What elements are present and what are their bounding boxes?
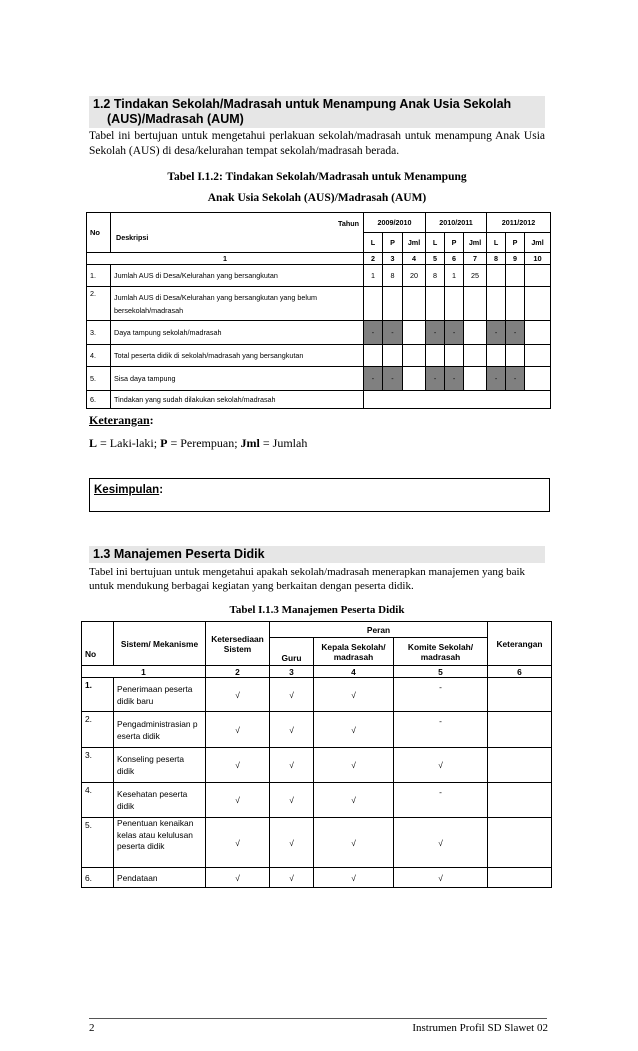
cell-komite: √ bbox=[394, 868, 488, 888]
kesimpulan-heading bbox=[90, 479, 549, 496]
cell: - bbox=[426, 321, 445, 345]
row-no: 1. bbox=[82, 678, 114, 712]
cell-ketersediaan: √ bbox=[206, 712, 270, 748]
cell bbox=[506, 287, 525, 321]
row-desc: Jumlah AUS di Desa/Kelurahan yang bersangkutan bbox=[111, 265, 364, 287]
cell bbox=[426, 345, 445, 367]
header-sub: P bbox=[445, 233, 464, 253]
cell-ketersediaan: √ bbox=[206, 748, 270, 783]
header-kepala: Kepala Sekolah/ madrasah bbox=[314, 638, 394, 666]
cell: 8 bbox=[383, 265, 403, 287]
page-number: 2 bbox=[89, 1022, 95, 1034]
colnum: 1 bbox=[82, 666, 206, 678]
cell bbox=[364, 345, 383, 367]
colnum: 6 bbox=[445, 253, 464, 265]
row-mekanisme: Pengadministrasian peserta didik bbox=[114, 712, 206, 748]
cell: 8 bbox=[426, 265, 445, 287]
colnum: 3 bbox=[383, 253, 403, 265]
header-sistem: Sistem/ Mekanisme bbox=[114, 622, 206, 666]
cell bbox=[426, 287, 445, 321]
cell bbox=[364, 287, 383, 321]
legend-l: L bbox=[89, 436, 98, 450]
footer-divider bbox=[89, 1018, 547, 1019]
section-1-3-paragraph: Tabel ini bertujuan untuk mengetahui apakah sekolah/madrasah menerapkan manajemen yang baik untuk mendukung berbagai kegiatan yang berkaitan dengan peserta didik. bbox=[89, 566, 526, 592]
cell bbox=[403, 345, 426, 367]
table-1-2-caption-line2: Anak Usia Sekolah (AUS)/Madrasah (AUM) bbox=[207, 192, 427, 204]
header-sub: P bbox=[383, 233, 403, 253]
cell-guru: √ bbox=[270, 712, 314, 748]
row-no: 3. bbox=[82, 748, 114, 783]
table-row bbox=[87, 321, 551, 345]
cell bbox=[445, 345, 464, 367]
cell-keterangan bbox=[488, 818, 552, 868]
cell: 25 bbox=[464, 265, 487, 287]
cell-komite: - bbox=[394, 678, 488, 712]
cell-keterangan bbox=[488, 678, 552, 712]
cell-kepala: √ bbox=[314, 678, 394, 712]
row-mekanisme: Pendataan bbox=[114, 868, 206, 888]
header-year: 2009/2010 bbox=[364, 213, 426, 233]
cell: - bbox=[383, 367, 403, 391]
row-mekanisme: Penerimaan peserta didik baru bbox=[114, 678, 206, 712]
cell-kepala: √ bbox=[314, 712, 394, 748]
cell-komite: - bbox=[394, 783, 488, 818]
header-no: No bbox=[87, 213, 111, 253]
cell bbox=[383, 287, 403, 321]
footer-doc-title: Instrumen Profil SD Slawet 02 bbox=[412, 1022, 548, 1034]
kesimpulan-colon: : bbox=[159, 484, 164, 496]
legend-jml: Jml bbox=[240, 436, 260, 450]
legend-p-text: = Perempuan; bbox=[167, 436, 241, 450]
section-1-2-paragraph: Tabel ini bertujuan untuk mengetahui perlakuan sekolah/madrasah untuk menampung Anak Usia Sekolah (AUS) di desa/kelurahan tempat sekolah/madrasah berada. bbox=[89, 130, 545, 157]
table-row bbox=[82, 748, 552, 783]
cell-keterangan bbox=[488, 783, 552, 818]
row-no: 1. bbox=[87, 265, 111, 287]
cell bbox=[487, 345, 506, 367]
cell-guru: √ bbox=[270, 678, 314, 712]
cell-ketersediaan: √ bbox=[206, 678, 270, 712]
cell: - bbox=[445, 321, 464, 345]
colnum: 10 bbox=[525, 253, 551, 265]
colnum: 4 bbox=[403, 253, 426, 265]
table-row bbox=[87, 345, 551, 367]
row-no: 2. bbox=[82, 712, 114, 748]
legend-p: P bbox=[160, 436, 168, 450]
kesimpulan-label: Kesimpulan bbox=[94, 484, 160, 496]
cell-kepala: √ bbox=[314, 868, 394, 888]
colnum: 2 bbox=[364, 253, 383, 265]
cell: - bbox=[383, 321, 403, 345]
table-row bbox=[82, 783, 552, 818]
row-mekanisme: Kesehatan peserta didik bbox=[114, 783, 206, 818]
colnum: 7 bbox=[464, 253, 487, 265]
header-no: No bbox=[82, 622, 114, 666]
header-sub: Jml bbox=[525, 233, 551, 253]
header-year: 2010/2011 bbox=[426, 213, 487, 233]
keterangan-label: Keterangan bbox=[89, 413, 150, 427]
colnum: 5 bbox=[426, 253, 445, 265]
header-ketersediaan: Ketersediaan Sistem bbox=[206, 622, 270, 666]
cell-kepala: √ bbox=[314, 748, 394, 783]
cell bbox=[525, 367, 551, 391]
section-1-3-title: 1.3 Manajemen Peserta Didik bbox=[89, 546, 545, 563]
header-guru: Guru bbox=[270, 638, 314, 666]
table-aus bbox=[86, 212, 551, 409]
cell bbox=[525, 287, 551, 321]
cell-guru: √ bbox=[270, 783, 314, 818]
cell bbox=[525, 321, 551, 345]
cell bbox=[506, 265, 525, 287]
colnum: 6 bbox=[488, 666, 552, 678]
row-no: 3. bbox=[87, 321, 111, 345]
cell: 20 bbox=[403, 265, 426, 287]
row-desc: Total peserta didik di sekolah/madrasah yang bersangkutan bbox=[111, 345, 364, 367]
keterangan-legend bbox=[89, 436, 307, 451]
table-1-3-caption: Tabel I.1.3 Manajemen Peserta Didik bbox=[229, 604, 405, 616]
cell bbox=[464, 345, 487, 367]
cell-ketersediaan: √ bbox=[206, 818, 270, 868]
cell-komite: √ bbox=[394, 748, 488, 783]
cell-komite: √ bbox=[394, 818, 488, 868]
row-desc: Sisa daya tampung bbox=[111, 367, 364, 391]
colnum: 4 bbox=[314, 666, 394, 678]
header-sub: P bbox=[506, 233, 525, 253]
section-1-2-title-line2: (AUS)/Madrasah (AUM) bbox=[107, 112, 244, 126]
section-1-2-title bbox=[89, 96, 545, 128]
table-row bbox=[82, 868, 552, 888]
keterangan-colon: : bbox=[149, 413, 154, 427]
header-year: 2011/2012 bbox=[487, 213, 551, 233]
header-keterangan: Keterangan bbox=[488, 622, 552, 666]
header-sub: L bbox=[487, 233, 506, 253]
cell bbox=[487, 265, 506, 287]
row-mekanisme: Penentuan kenaikan kelas atau kelulusan peserta didik bbox=[114, 818, 206, 868]
header-sub: L bbox=[364, 233, 383, 253]
cell-kepala: √ bbox=[314, 818, 394, 868]
legend-jml-text: = Jumlah bbox=[259, 436, 308, 450]
cell: - bbox=[364, 321, 383, 345]
header-deskripsi-label: Deskripsi bbox=[116, 233, 149, 242]
row-no: 6. bbox=[87, 391, 111, 409]
row-no: 4. bbox=[87, 345, 111, 367]
cell: - bbox=[426, 367, 445, 391]
cell: 1 bbox=[364, 265, 383, 287]
cell: - bbox=[445, 367, 464, 391]
row-no: 2. bbox=[87, 287, 111, 321]
header-deskripsi bbox=[111, 213, 364, 253]
cell bbox=[487, 287, 506, 321]
cell bbox=[383, 345, 403, 367]
colnum: 1 bbox=[87, 253, 364, 265]
table-manajemen bbox=[81, 621, 552, 888]
cell-komite: - bbox=[394, 712, 488, 748]
cell-ketersediaan: √ bbox=[206, 868, 270, 888]
cell bbox=[525, 265, 551, 287]
table-row bbox=[87, 391, 551, 409]
colnum: 9 bbox=[506, 253, 525, 265]
cell-guru: √ bbox=[270, 868, 314, 888]
cell: - bbox=[506, 321, 525, 345]
kesimpulan-box bbox=[89, 478, 550, 512]
keterangan-heading bbox=[89, 413, 154, 428]
row-desc: Jumlah AUS di Desa/Kelurahan yang bersangkutan yang belum bersekolah/madrasah bbox=[111, 287, 364, 321]
table-row bbox=[82, 818, 552, 868]
row-no: 5. bbox=[87, 367, 111, 391]
header-peran: Peran bbox=[270, 622, 488, 638]
legend-l-text: = Laki-laki; bbox=[97, 436, 161, 450]
cell-keterangan bbox=[488, 748, 552, 783]
header-komite: Komite Sekolah/ madrasah bbox=[394, 638, 488, 666]
table-row bbox=[82, 712, 552, 748]
cell-kepala: √ bbox=[314, 783, 394, 818]
header-sub: L bbox=[426, 233, 445, 253]
cell: - bbox=[487, 321, 506, 345]
table-row bbox=[87, 367, 551, 391]
header-sub: Jml bbox=[403, 233, 426, 253]
table-row bbox=[82, 678, 552, 712]
row-desc: Daya tampung sekolah/madrasah bbox=[111, 321, 364, 345]
cell-keterangan bbox=[488, 712, 552, 748]
cell bbox=[403, 321, 426, 345]
row-no: 5. bbox=[82, 818, 114, 868]
cell bbox=[445, 287, 464, 321]
cell: - bbox=[506, 367, 525, 391]
colnum: 8 bbox=[487, 253, 506, 265]
cell bbox=[506, 345, 525, 367]
table-1-2-caption-line1: Tabel I.1.2: Tindakan Sekolah/Madrasah untuk Menampung bbox=[167, 171, 467, 183]
cell bbox=[403, 287, 426, 321]
colnum: 3 bbox=[270, 666, 314, 678]
row-no: 6. bbox=[82, 868, 114, 888]
cell bbox=[464, 321, 487, 345]
header-tahun: Tahun bbox=[337, 219, 359, 228]
cell-ketersediaan: √ bbox=[206, 783, 270, 818]
header-sub: Jml bbox=[464, 233, 487, 253]
table-row bbox=[87, 265, 551, 287]
cell bbox=[525, 345, 551, 367]
section-1-2-title-line1: 1.2 Tindakan Sekolah/Madrasah untuk Menampung Anak Usia Sekolah bbox=[93, 97, 512, 111]
row-desc: Tindakan yang sudah dilakukan sekolah/madrasah bbox=[111, 391, 364, 409]
cell-guru: √ bbox=[270, 748, 314, 783]
cell: 1 bbox=[445, 265, 464, 287]
cell bbox=[403, 367, 426, 391]
cell-keterangan bbox=[488, 868, 552, 888]
row-mekanisme: Konseling peserta didik bbox=[114, 748, 206, 783]
colnum: 2 bbox=[206, 666, 270, 678]
cell bbox=[364, 391, 551, 409]
cell bbox=[464, 287, 487, 321]
cell-guru: √ bbox=[270, 818, 314, 868]
cell: - bbox=[487, 367, 506, 391]
colnum: 5 bbox=[394, 666, 488, 678]
row-no: 4. bbox=[82, 783, 114, 818]
cell: - bbox=[364, 367, 383, 391]
cell bbox=[464, 367, 487, 391]
table-row bbox=[87, 287, 551, 321]
